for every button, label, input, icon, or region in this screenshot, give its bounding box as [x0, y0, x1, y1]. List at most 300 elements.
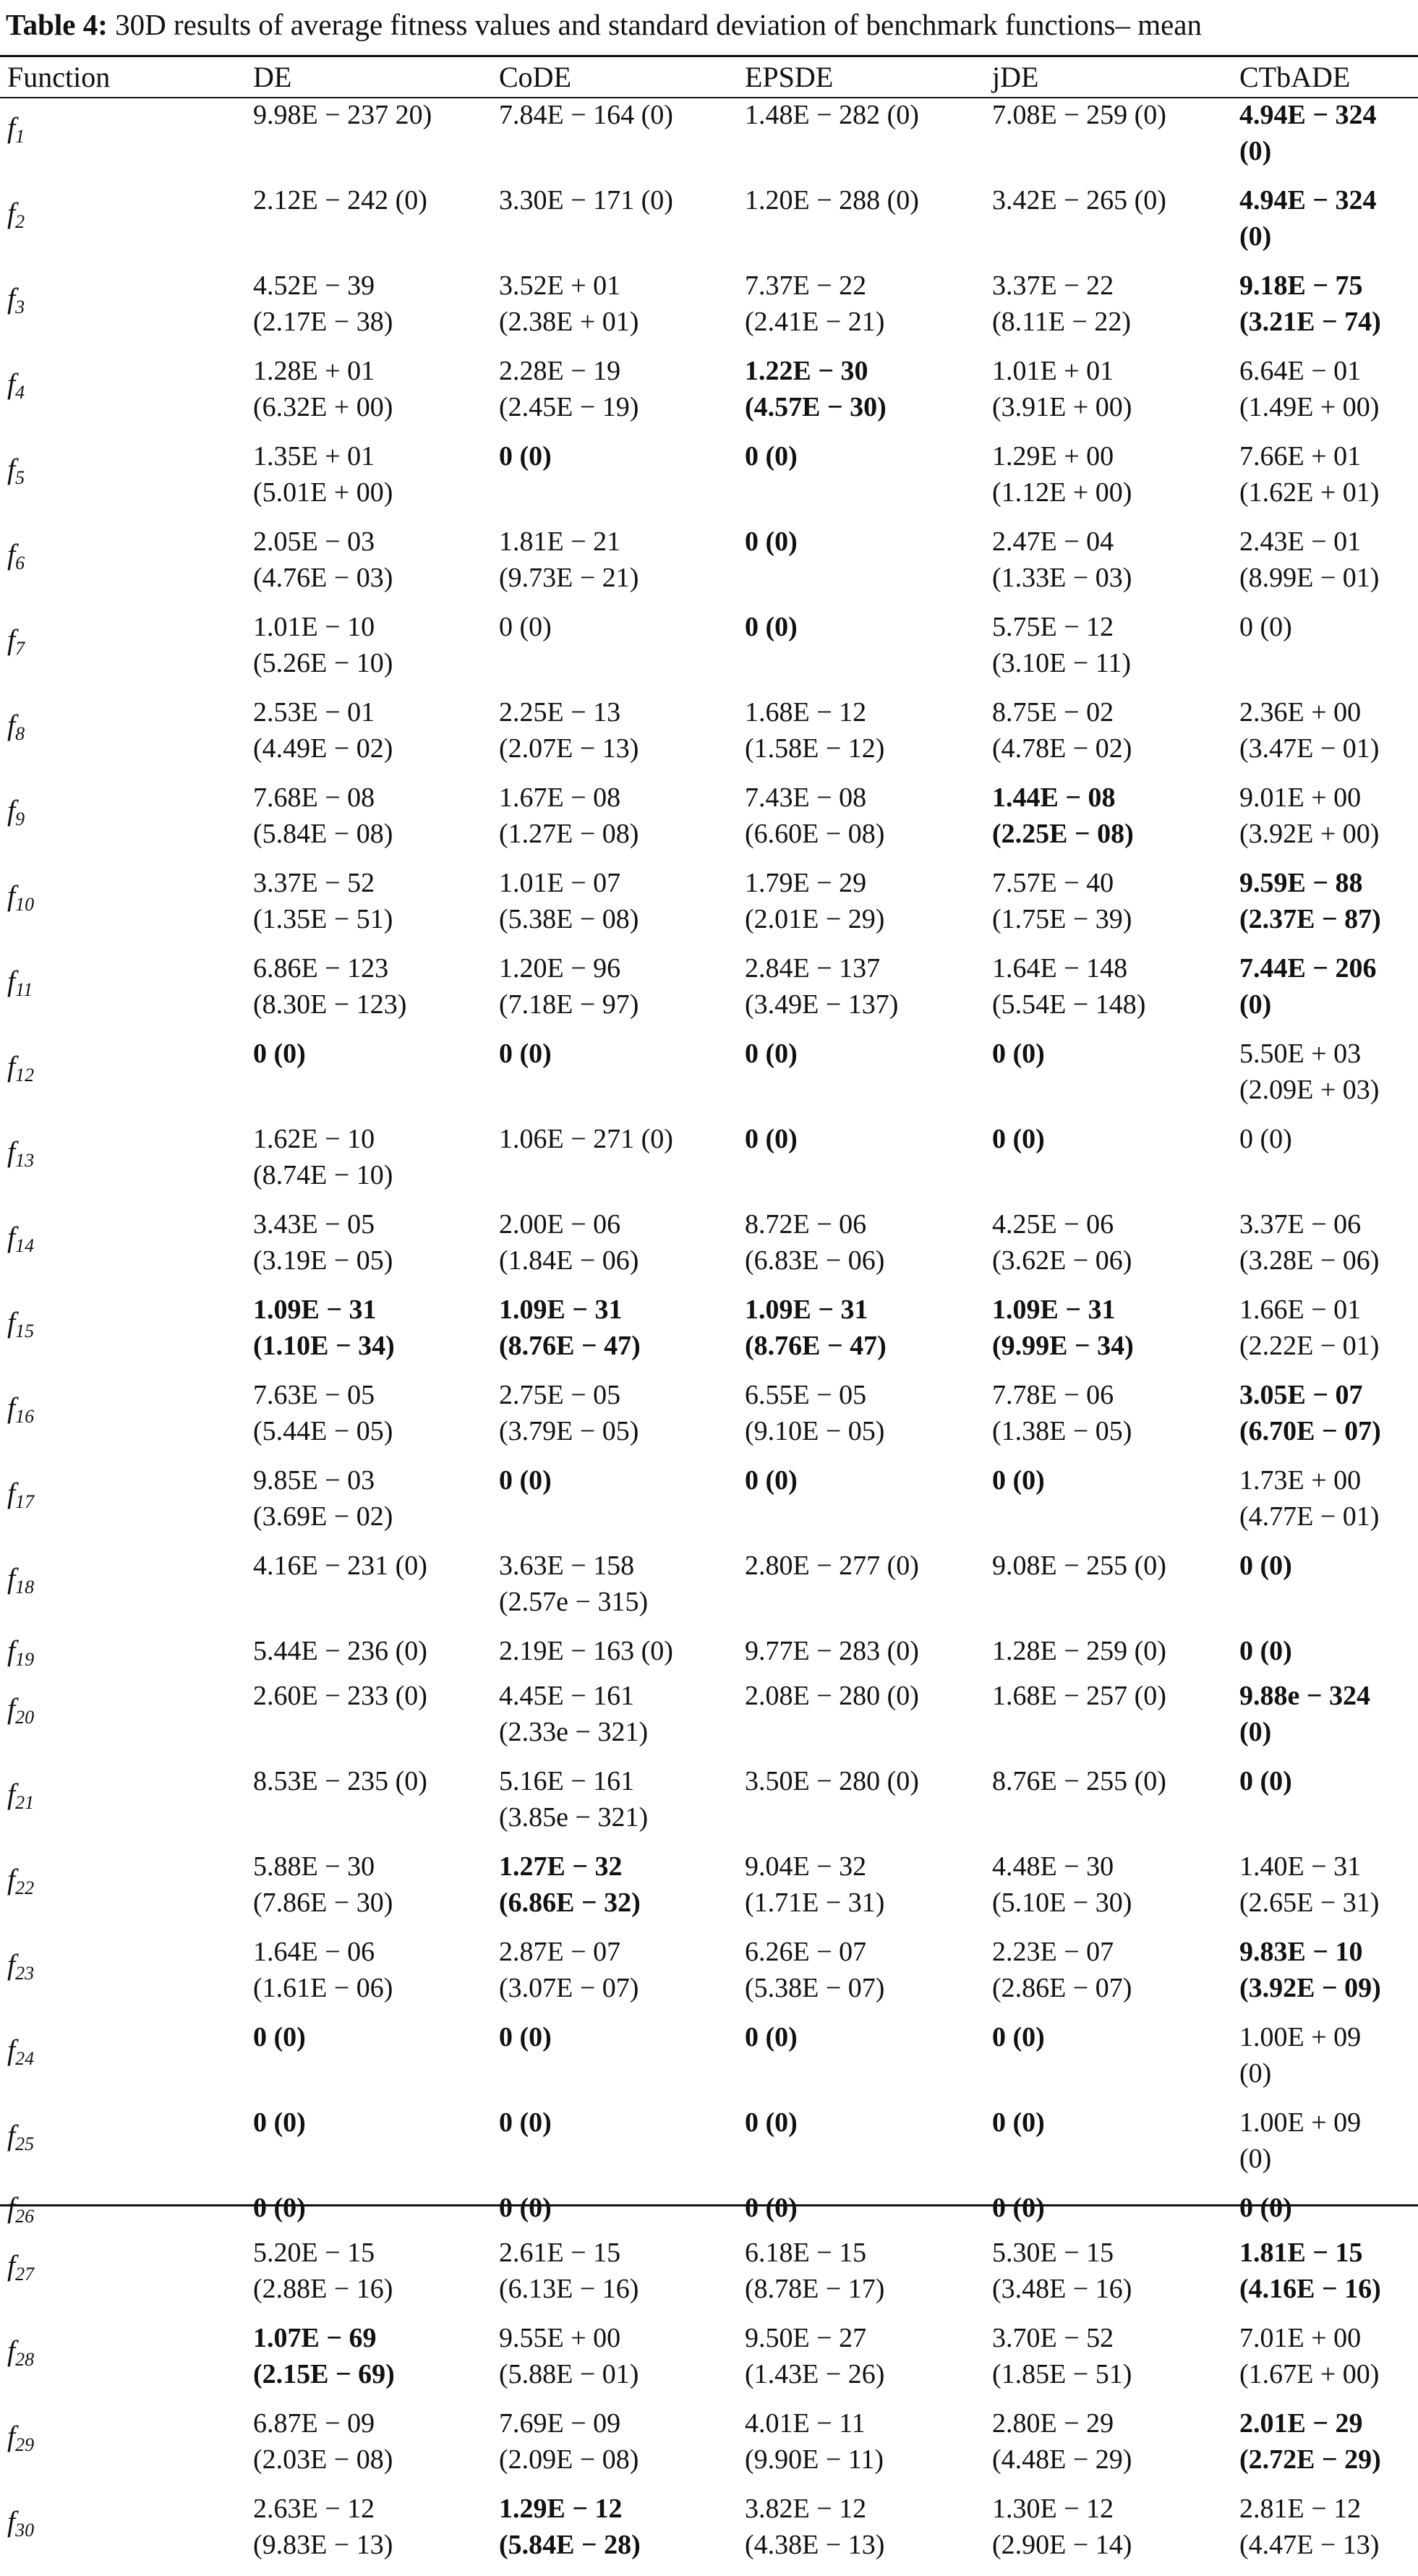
mean-value: 2.75E − 05	[499, 1380, 621, 1410]
function-name-cell	[0, 353, 246, 438]
mean-value: 0 (0)	[992, 2193, 1045, 2223]
function-index: 15	[15, 1321, 35, 1342]
code-value-cell	[492, 2235, 738, 2320]
function-symbol: f	[7, 2034, 16, 2066]
std-deviation-value: (4.38E − 13)	[745, 2530, 885, 2560]
mean-value: 2.23E − 07	[992, 1937, 1114, 1967]
function-index: 26	[15, 2206, 35, 2227]
mean-value: 1.66E − 01	[1239, 1295, 1362, 1325]
jde-value-cell	[985, 694, 1232, 780]
mean-value: 1.27E − 32	[499, 1851, 623, 1882]
std-deviation-value: (1.58E − 12)	[745, 733, 885, 764]
mean-value: 1.67E − 08	[499, 782, 621, 813]
mean-value: 1.01E + 01	[992, 356, 1114, 386]
column-header-code: CoDE	[499, 61, 571, 93]
function-name-cell	[0, 1934, 246, 2019]
mean-value: 0 (0)	[253, 2193, 306, 2223]
mean-value: 0 (0)	[499, 2022, 552, 2052]
function-index: 22	[15, 1877, 35, 1898]
mean-value: 1.44E − 08	[992, 782, 1116, 813]
epsde-value-cell	[738, 1633, 985, 1678]
ctbade-value-cell	[1232, 2235, 1418, 2320]
function-symbol: f	[7, 1306, 16, 1339]
function-name-cell	[0, 1206, 246, 1292]
de-value-cell	[246, 780, 492, 865]
mean-value: 1.09E − 31	[992, 1295, 1116, 1325]
mean-value: 6.86E − 123	[253, 953, 389, 984]
std-deviation-value: (6.86E − 32)	[499, 1888, 641, 1918]
function-name-cell	[0, 2405, 246, 2491]
column-header-jde: jDE	[992, 61, 1039, 93]
std-deviation-value: (8.11E − 22)	[992, 307, 1132, 337]
function-symbol: f	[7, 197, 16, 229]
mean-value: 0 (0)	[499, 612, 552, 642]
ctbade-value-cell	[1232, 1848, 1418, 1934]
function-name-cell	[0, 1036, 246, 1121]
mean-value: 7.66E + 01	[1239, 441, 1362, 472]
mean-value: 7.01E + 00	[1239, 2323, 1362, 2353]
mean-value: 4.48E − 30	[992, 1851, 1114, 1882]
ctbade-value-cell	[1232, 950, 1418, 1036]
function-name-cell	[0, 182, 246, 268]
de-value-cell	[246, 2235, 492, 2320]
std-deviation-value: (3.49E − 137)	[745, 989, 899, 1020]
std-deviation-value: (4.76E − 03)	[253, 563, 393, 593]
function-name-cell	[0, 694, 246, 780]
std-deviation-value: (3.91E + 00)	[992, 392, 1132, 422]
mean-value: 7.43E − 08	[745, 782, 867, 813]
std-deviation-value: (4.77E − 01)	[1239, 1501, 1380, 1532]
epsde-value-cell	[738, 2235, 985, 2320]
mean-value: 3.43E − 05	[253, 1209, 375, 1240]
std-deviation-value: (3.62E − 06)	[992, 1245, 1132, 1276]
std-deviation-value: (3.07E − 07)	[499, 1973, 639, 2003]
jde-value-cell	[985, 2019, 1232, 2104]
ctbade-value-cell	[1232, 780, 1418, 865]
ctbade-value-cell	[1232, 1934, 1418, 2019]
function-index: 5	[15, 467, 25, 488]
mean-value: 1.64E − 148	[992, 953, 1128, 984]
mean-value: 2.60E − 233 (0)	[253, 1681, 427, 1711]
function-symbol: f	[7, 794, 16, 827]
mean-value: 9.83E − 10	[1239, 1937, 1363, 1967]
de-value-cell	[246, 950, 492, 1036]
de-value-cell	[246, 2320, 492, 2405]
mean-value: 4.94E − 324	[1239, 185, 1377, 216]
mean-value: 1.29E − 12	[499, 2494, 623, 2524]
function-name-cell	[0, 1377, 246, 1462]
mean-value: 6.18E − 15	[745, 2238, 867, 2268]
function-name-cell	[0, 865, 246, 950]
jde-value-cell	[985, 2405, 1232, 2491]
function-symbol: f	[7, 111, 16, 144]
std-deviation-value: (2.17E − 38)	[253, 307, 393, 337]
mean-value: 2.00E − 06	[499, 1209, 621, 1240]
ctbade-value-cell	[1232, 1036, 1418, 1121]
jde-value-cell	[985, 1462, 1232, 1548]
function-index: 17	[15, 1491, 35, 1512]
jde-value-cell	[985, 1633, 1232, 1678]
code-value-cell	[492, 694, 738, 780]
mean-value: 7.08E − 259 (0)	[992, 100, 1166, 130]
de-value-cell	[246, 438, 492, 524]
mean-value: 1.68E − 12	[745, 697, 867, 728]
mean-value: 5.50E + 03	[1239, 1038, 1362, 1069]
table-row	[0, 694, 1418, 780]
de-value-cell	[246, 2104, 492, 2190]
mean-value: 1.68E − 257 (0)	[992, 1681, 1166, 1711]
table-row	[0, 1036, 1418, 1121]
code-value-cell	[492, 524, 738, 609]
function-index: 21	[15, 1792, 35, 1813]
table-row	[0, 2190, 1418, 2235]
function-symbol: f	[7, 1391, 16, 1424]
function-symbol: f	[7, 538, 16, 571]
std-deviation-value: (3.48E − 16)	[992, 2274, 1132, 2304]
mean-value: 1.06E − 271 (0)	[499, 1124, 673, 1154]
code-value-cell	[492, 1678, 738, 1763]
de-value-cell	[246, 1633, 492, 1678]
std-deviation-value: (2.01E − 29)	[745, 904, 885, 934]
std-deviation-value: (1.67E + 00)	[1239, 2359, 1380, 2389]
std-deviation-value: (5.38E − 08)	[499, 904, 639, 934]
epsde-value-cell	[738, 2104, 985, 2190]
table-row	[0, 2320, 1418, 2405]
mean-value: 2.05E − 03	[253, 526, 375, 557]
std-deviation-value: (2.72E − 29)	[1239, 2444, 1381, 2475]
jde-value-cell	[985, 1036, 1232, 1121]
std-deviation-value: (2.45E − 19)	[499, 392, 639, 422]
jde-value-cell	[985, 2190, 1232, 2235]
de-value-cell	[246, 609, 492, 694]
function-index: 6	[15, 553, 25, 573]
mean-value: 7.57E − 40	[992, 868, 1114, 898]
mean-value: 0 (0)	[745, 526, 798, 557]
mean-value: 9.88e − 324	[1239, 1681, 1371, 1711]
mean-value: 9.85E − 03	[253, 1465, 375, 1496]
function-name-cell	[0, 2320, 246, 2405]
std-deviation-value: (7.86E − 30)	[253, 1888, 393, 1918]
function-name-cell	[0, 1633, 246, 1678]
table-row	[0, 1206, 1418, 1292]
mean-value: 1.48E − 282 (0)	[745, 100, 919, 130]
mean-value: 0 (0)	[1239, 612, 1292, 642]
mean-value: 0 (0)	[499, 2107, 552, 2138]
std-deviation-value: (1.84E − 06)	[499, 1245, 639, 1276]
function-index: 4	[15, 382, 25, 403]
std-deviation-value: (6.13E − 16)	[499, 2274, 639, 2304]
jde-value-cell	[985, 1206, 1232, 1292]
mean-value: 0 (0)	[253, 2022, 306, 2052]
ctbade-value-cell	[1232, 1292, 1418, 1377]
mean-value: 7.68E − 08	[253, 782, 375, 813]
std-deviation-value: (5.10E − 30)	[992, 1888, 1132, 1918]
code-value-cell	[492, 2405, 738, 2491]
function-symbol: f	[7, 2191, 16, 2224]
code-value-cell	[492, 1292, 738, 1377]
std-deviation-value: (0)	[1239, 989, 1272, 1020]
function-symbol: f	[7, 282, 16, 315]
table-row	[0, 1121, 1418, 1206]
mean-value: 5.88E − 30	[253, 1851, 375, 1882]
mean-value: 1.20E − 288 (0)	[745, 185, 919, 216]
jde-value-cell	[985, 2104, 1232, 2190]
mean-value: 5.16E − 161	[499, 1766, 635, 1796]
de-value-cell	[246, 2405, 492, 2491]
mean-value: 8.72E − 06	[745, 1209, 867, 1240]
ctbade-value-cell	[1232, 2190, 1418, 2235]
mean-value: 9.50E − 27	[745, 2323, 867, 2353]
code-value-cell	[492, 1848, 738, 1934]
std-deviation-value: (0)	[1239, 2058, 1272, 2089]
ctbade-value-cell	[1232, 1121, 1418, 1206]
mean-value: 0 (0)	[253, 1038, 306, 1069]
ctbade-value-cell	[1232, 1462, 1418, 1548]
mean-value: 4.25E − 06	[992, 1209, 1114, 1240]
epsde-value-cell	[738, 1036, 985, 1121]
function-index: 10	[15, 894, 35, 915]
ctbade-value-cell	[1232, 1377, 1418, 1462]
function-symbol: f	[7, 879, 16, 912]
epsde-value-cell	[738, 2405, 985, 2491]
epsde-value-cell	[738, 1548, 985, 1633]
jde-value-cell	[985, 1377, 1232, 1462]
jde-value-cell	[985, 1934, 1232, 2019]
code-value-cell	[492, 1377, 738, 1462]
function-name-cell	[0, 1763, 246, 1848]
std-deviation-value: (0)	[1239, 221, 1272, 252]
mean-value: 0 (0)	[1239, 2193, 1292, 2223]
mean-value: 9.77E − 283 (0)	[745, 1636, 919, 1666]
code-value-cell	[492, 1462, 738, 1548]
code-value-cell	[492, 97, 738, 182]
table-row	[0, 865, 1418, 950]
mean-value: 2.63E − 12	[253, 2494, 375, 2524]
std-deviation-value: (8.78E − 17)	[745, 2274, 885, 2304]
mean-value: 1.00E + 09	[1239, 2107, 1362, 2138]
code-value-cell	[492, 1763, 738, 1848]
mean-value: 0 (0)	[499, 441, 552, 472]
std-deviation-value: (1.61E − 06)	[253, 1973, 393, 2003]
std-deviation-value: (2.88E − 16)	[253, 2274, 393, 2304]
ctbade-value-cell	[1232, 97, 1418, 182]
jde-value-cell	[985, 1292, 1232, 1377]
function-index: 14	[15, 1235, 35, 1256]
mean-value: 1.09E − 31	[499, 1295, 623, 1325]
function-name-cell	[0, 524, 246, 609]
std-deviation-value: (8.76E − 47)	[745, 1331, 887, 1361]
function-index: 9	[15, 809, 25, 829]
std-deviation-value: (3.10E − 11)	[992, 648, 1132, 678]
mean-value: 9.18E − 75	[1239, 270, 1363, 301]
mean-value: 3.52E + 01	[499, 270, 621, 301]
de-value-cell	[246, 1206, 492, 1292]
jde-value-cell	[985, 865, 1232, 950]
mean-value: 2.08E − 280 (0)	[745, 1681, 919, 1711]
mean-value: 2.53E − 01	[253, 697, 375, 728]
mean-value: 8.53E − 235 (0)	[253, 1766, 427, 1796]
mean-value: 2.61E − 15	[499, 2238, 621, 2268]
mean-value: 3.30E − 171 (0)	[499, 185, 673, 216]
mean-value: 8.75E − 02	[992, 697, 1114, 728]
epsde-value-cell	[738, 1763, 985, 1848]
std-deviation-value: (9.99E − 34)	[992, 1331, 1134, 1361]
code-value-cell	[492, 1633, 738, 1678]
jde-value-cell	[985, 353, 1232, 438]
mean-value: 2.81E − 12	[1239, 2494, 1362, 2524]
mean-value: 0 (0)	[745, 1038, 798, 1069]
mean-value: 1.20E − 96	[499, 953, 621, 984]
function-index: 25	[15, 2133, 35, 2154]
function-symbol: f	[7, 1778, 16, 1810]
std-deviation-value: (1.35E − 51)	[253, 904, 393, 934]
function-symbol: f	[7, 1863, 16, 1895]
function-symbol: f	[7, 709, 16, 741]
mean-value: 9.55E + 00	[499, 2323, 621, 2353]
std-deviation-value: (1.85E − 51)	[992, 2359, 1132, 2389]
mean-value: 1.28E + 01	[253, 356, 375, 386]
function-name-cell	[0, 609, 246, 694]
function-symbol: f	[7, 965, 16, 997]
mean-value: 9.01E + 00	[1239, 782, 1362, 813]
table-caption-label: Table 4:	[6, 8, 108, 41]
function-name-cell	[0, 97, 246, 182]
mean-value: 3.37E − 22	[992, 270, 1114, 301]
table-row	[0, 182, 1418, 268]
epsde-value-cell	[738, 1934, 985, 2019]
mean-value: 3.37E − 06	[1239, 1209, 1362, 1240]
std-deviation-value: (1.12E + 00)	[992, 477, 1132, 508]
epsde-value-cell	[738, 97, 985, 182]
std-deviation-value: (0)	[1239, 1717, 1272, 1747]
function-index: 27	[15, 2264, 35, 2285]
ctbade-value-cell	[1232, 438, 1418, 524]
jde-value-cell	[985, 524, 1232, 609]
std-deviation-value: (5.26E − 10)	[253, 648, 393, 678]
epsde-value-cell	[738, 1678, 985, 1763]
function-symbol: f	[7, 2334, 16, 2367]
epsde-value-cell	[738, 694, 985, 780]
mean-value: 1.00E + 09	[1239, 2022, 1362, 2052]
table-row	[0, 780, 1418, 865]
mean-value: 1.22E − 30	[745, 356, 868, 386]
mean-value: 6.87E − 09	[253, 2408, 375, 2439]
std-deviation-value: (9.73E − 21)	[499, 563, 639, 593]
std-deviation-value: (5.84E − 08)	[253, 819, 393, 849]
mean-value: 4.45E − 161	[499, 1681, 635, 1711]
function-name-cell	[0, 268, 246, 353]
mean-value: 2.36E + 00	[1239, 697, 1362, 728]
function-symbol: f	[7, 1050, 16, 1083]
code-value-cell	[492, 1548, 738, 1633]
ctbade-value-cell	[1232, 2019, 1418, 2104]
function-symbol: f	[7, 2420, 16, 2452]
function-name-cell	[0, 2104, 246, 2190]
code-value-cell	[492, 2491, 738, 2576]
std-deviation-value: (2.86E − 07)	[992, 1973, 1132, 2003]
code-value-cell	[492, 865, 738, 950]
table-row	[0, 1292, 1418, 1377]
mean-value: 0 (0)	[499, 1465, 552, 1496]
std-deviation-value: (6.60E − 08)	[745, 819, 885, 849]
std-deviation-value: (5.38E − 07)	[745, 1973, 885, 2003]
mean-value: 2.80E − 29	[992, 2408, 1114, 2439]
mean-value: 2.84E − 137	[745, 953, 881, 984]
function-symbol: f	[7, 623, 16, 656]
function-name-cell	[0, 2190, 246, 2235]
epsde-value-cell	[738, 268, 985, 353]
mean-value: 5.75E − 12	[992, 612, 1114, 642]
function-symbol: f	[7, 2119, 16, 2151]
function-index: 2	[15, 211, 25, 232]
jde-value-cell	[985, 268, 1232, 353]
mean-value: 0 (0)	[1239, 1766, 1292, 1796]
ctbade-value-cell	[1232, 268, 1418, 353]
mean-value: 6.26E − 07	[745, 1937, 867, 1967]
function-name-cell	[0, 780, 246, 865]
std-deviation-value: (2.33e − 321)	[499, 1717, 649, 1747]
function-name-cell	[0, 1462, 246, 1548]
std-deviation-value: (6.70E − 07)	[1239, 1416, 1381, 1446]
std-deviation-value: (6.83E − 06)	[745, 1245, 885, 1276]
table-row	[0, 1548, 1418, 1633]
mean-value: 1.09E − 31	[745, 1295, 868, 1325]
de-value-cell	[246, 2019, 492, 2104]
ctbade-value-cell	[1232, 353, 1418, 438]
mean-value: 2.80E − 277 (0)	[745, 1551, 919, 1581]
de-value-cell	[246, 865, 492, 950]
mean-value: 7.44E − 206	[1239, 953, 1377, 984]
code-value-cell	[492, 353, 738, 438]
std-deviation-value: (3.28E − 06)	[1239, 1245, 1380, 1276]
function-index: 24	[15, 2048, 35, 2069]
mean-value: 0 (0)	[499, 1038, 552, 1069]
mean-value: 1.07E − 69	[253, 2323, 377, 2353]
mean-value: 7.69E − 09	[499, 2408, 621, 2439]
function-name-cell	[0, 438, 246, 524]
jde-value-cell	[985, 2235, 1232, 2320]
function-name-cell	[0, 2235, 246, 2320]
epsde-value-cell	[738, 524, 985, 609]
std-deviation-value: (5.44E − 05)	[253, 1416, 393, 1446]
table-row	[0, 1462, 1418, 1548]
table-row	[0, 524, 1418, 609]
mean-value: 0 (0)	[1239, 1124, 1292, 1154]
de-value-cell	[246, 182, 492, 268]
de-value-cell	[246, 2190, 492, 2235]
table-row	[0, 2405, 1418, 2491]
mean-value: 7.63E − 05	[253, 1380, 375, 1410]
ctbade-value-cell	[1232, 1548, 1418, 1633]
mean-value: 2.25E − 13	[499, 697, 621, 728]
mean-value: 2.87E − 07	[499, 1937, 621, 1967]
ctbade-value-cell	[1232, 1763, 1418, 1848]
std-deviation-value: (2.37E − 87)	[1239, 904, 1381, 934]
mean-value: 3.37E − 52	[253, 868, 375, 898]
function-index: 30	[15, 2520, 35, 2541]
mean-value: 1.62E − 10	[253, 1124, 375, 1154]
jde-value-cell	[985, 1763, 1232, 1848]
mean-value: 7.84E − 164 (0)	[499, 100, 673, 130]
function-name-cell	[0, 950, 246, 1036]
function-name-cell	[0, 1121, 246, 1206]
header-row	[0, 57, 1418, 97]
epsde-value-cell	[738, 438, 985, 524]
jde-value-cell	[985, 2320, 1232, 2405]
std-deviation-value: (9.10E − 05)	[745, 1416, 885, 1446]
ctbade-value-cell	[1232, 2320, 1418, 2405]
code-value-cell	[492, 950, 738, 1036]
